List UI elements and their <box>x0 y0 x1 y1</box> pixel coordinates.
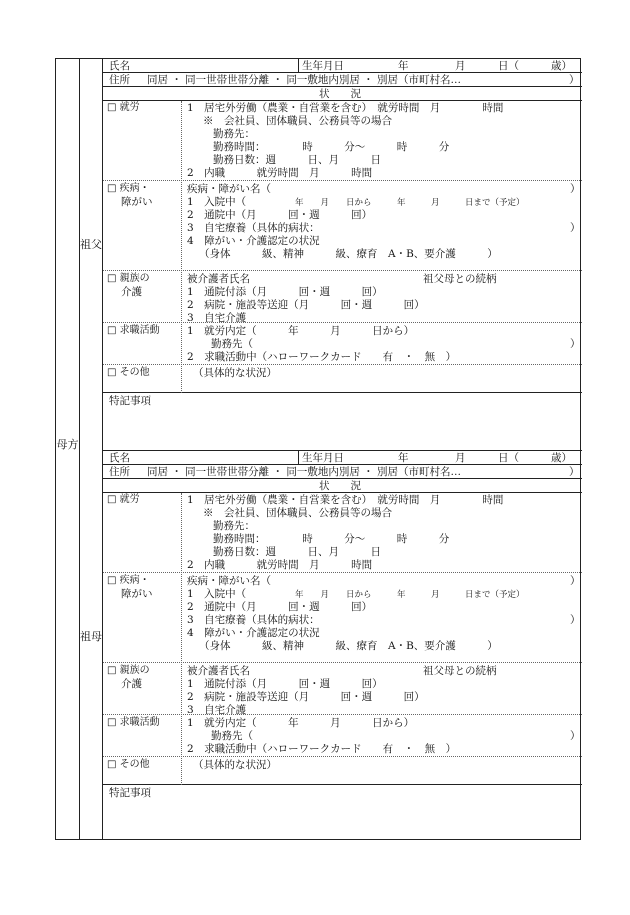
other-section: □ その他 （具体的な状況） <box>103 757 582 785</box>
birth-label: 生年月日 <box>302 60 344 72</box>
status-header: 状 況 <box>103 479 582 493</box>
job-search-checkbox[interactable]: □ 求職活動 <box>107 325 160 336</box>
address-row: 住所 同居 ・ 同一世帯世帯分離 ・ 同一敷地内別居 ・ 別居（市町村名… ） <box>103 465 582 479</box>
care-checkbox[interactable]: □ 親族の <box>107 273 150 284</box>
notes-section <box>103 785 582 842</box>
job-search-section: □ 求職活動 1 就労内定（ 年 月 日から） 勤務先（ ） 2 求職活動中（ハローワークカード 有 ・ 無 ） <box>103 715 582 757</box>
birth-label: 生年月日 <box>302 452 344 464</box>
care-section: □ 親族の 介護 被介護者氏名 祖父母との続柄 1 通院付添（月 回・週 回） 2 病院・施設等送迎（月 回・週 回） 3 自宅介護 <box>103 271 582 323</box>
work-checkbox[interactable]: □ 就労 <box>107 102 140 113</box>
name-row: 氏名 生年月日 年 月 日（ 歳） <box>103 451 582 465</box>
other-checkbox[interactable]: □ その他 <box>107 759 150 770</box>
notes-label: 特記事項 <box>109 395 151 407</box>
care-checkbox[interactable]: □ 親族の <box>107 665 150 676</box>
address-row: 住所 同居 ・ 同一世帯世帯分離 ・ 同一敷地内別居 ・ 別居（市町村名… ） <box>103 73 582 87</box>
name-row: 氏名 生年月日 年 月 日（ 歳） <box>103 59 582 73</box>
job-search-section: □ 求職活動 1 就労内定（ 年 月 日から） 勤務先（ ） 2 求職活動中（ハローワークカード 有 ・ 無 ） <box>103 323 582 365</box>
address-label: 住所 <box>109 466 130 478</box>
person-label-column <box>80 59 103 839</box>
name-label: 氏名 <box>109 60 130 72</box>
other-section: □ その他 （具体的な状況） <box>103 365 582 393</box>
grandfather-label: 祖父 <box>80 238 102 251</box>
grandmother-label: 祖母 <box>80 630 102 643</box>
maternal-side-column <box>56 59 80 839</box>
maternal-side-label: 母方 <box>56 438 79 451</box>
notes-section <box>103 393 582 450</box>
application-form-sheet <box>55 58 581 840</box>
address-label: 住所 <box>109 74 130 86</box>
grandmother-section <box>103 450 582 842</box>
illness-section: □ 疾病・ 障がい 疾病・障がい名（ ） 1 入院中（ 年 月 日から 年 月 日まで（予定） 2 通院中（月 回・週 回） 3 自宅療養（具体的病状： ） 4 障がい・介護認定の状況 （身体 級、精神 級、療育 A・B、要介護 ） <box>103 573 582 663</box>
grandfather-section <box>103 59 582 450</box>
job-search-checkbox[interactable]: □ 求職活動 <box>107 717 160 728</box>
illness-checkbox[interactable]: □ 疾病・ <box>107 183 150 194</box>
notes-label: 特記事項 <box>109 787 151 799</box>
address-options: 同居 ・ 同一世帯世帯分離 ・ 同一敷地内別居 ・ 別居（市町村名… <box>147 466 462 478</box>
illness-section: □ 疾病・ 障がい 疾病・障がい名（ ） 1 入院中（ 年 月 日から 年 月 日まで（予定） 2 通院中（月 回・週 回） 3 自宅療養（具体的病状： ） 4 障がい・介護認定の状況 （身体 級、精神 級、療育 A・B、要介護 ） <box>103 181 582 271</box>
illness-checkbox[interactable]: □ 疾病・ <box>107 575 150 586</box>
care-section: □ 親族の 介護 被介護者氏名 祖父母との続柄 1 通院付添（月 回・週 回） 2 病院・施設等送迎（月 回・週 回） 3 自宅介護 <box>103 663 582 715</box>
address-options: 同居 ・ 同一世帯世帯分離 ・ 同一敷地内別居 ・ 別居（市町村名… <box>147 74 462 86</box>
work-section: □ 就労 1 居宅外労働（農業・自営業を含む） 就労時間 月 時間 ※ 会社員、団体職員、公務員等の場合 勤務先： 勤務時間： 時 分〜 時 分 勤務日数：週 日、月 日 2 内職 就労時間 月 時間 <box>103 493 582 573</box>
work-checkbox[interactable]: □ 就労 <box>107 494 140 505</box>
work-section: □ 就労 1 居宅外労働（農業・自営業を含む） 就労時間 月 時間 ※ 会社員、団体職員、公務員等の場合 勤務先： 勤務時間： 時 分〜 時 分 勤務日数：週 日、月 日 2 内職 就労時間 月 時間 <box>103 101 582 181</box>
name-label: 氏名 <box>109 452 130 464</box>
status-header: 状 況 <box>103 87 582 101</box>
other-checkbox[interactable]: □ その他 <box>107 367 150 378</box>
